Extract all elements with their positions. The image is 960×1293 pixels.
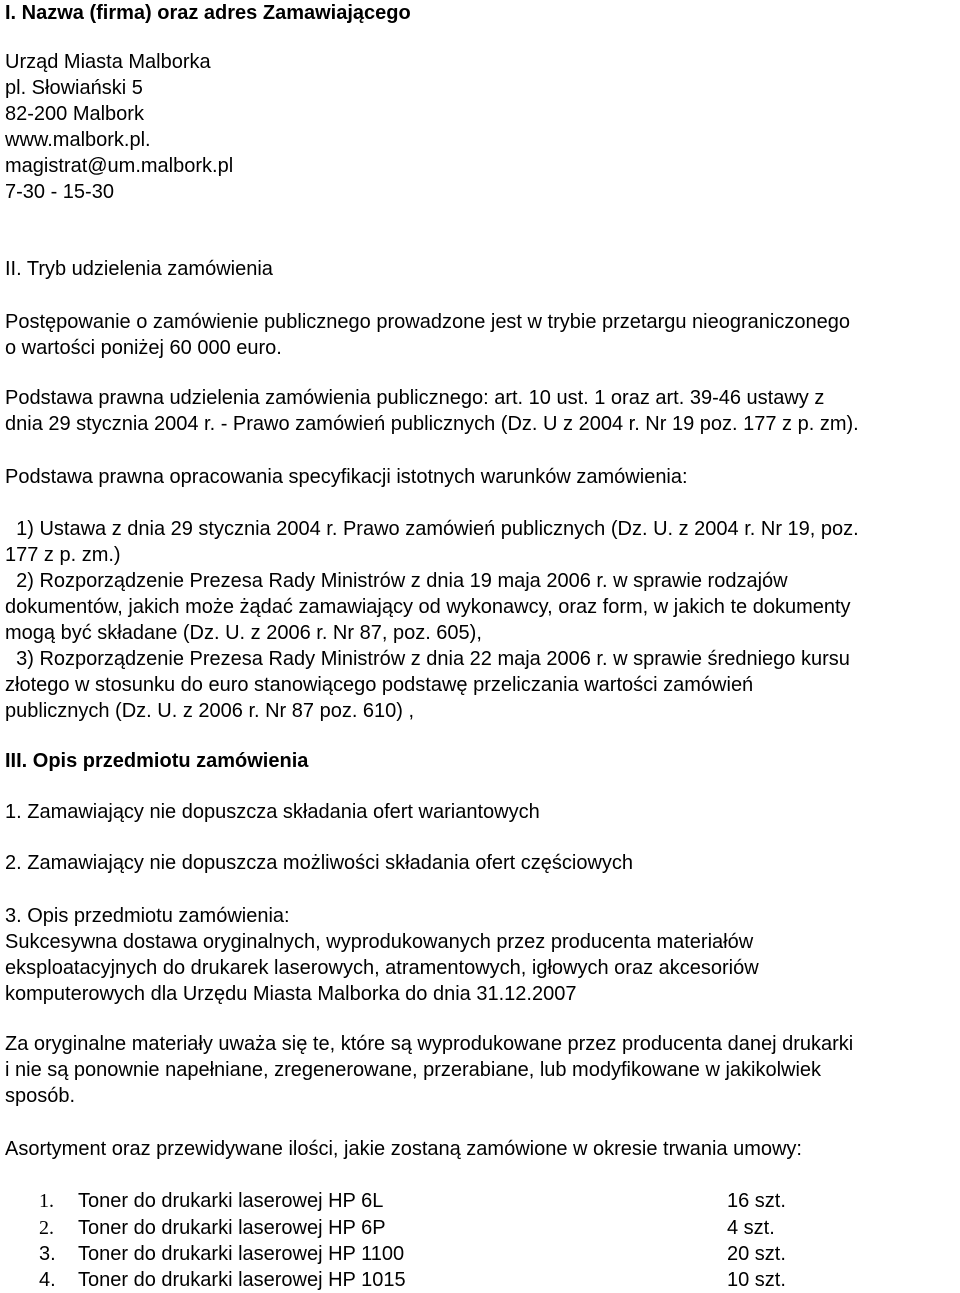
address-line-street: pl. Słowiański 5 [5,77,143,99]
item-number: 4. [39,1269,56,1291]
item-name: Toner do drukarki laserowej HP 6P [78,1217,386,1239]
section-3-heading: III. Opis przedmiotu zamówienia [5,750,309,772]
legal-basis-item-1: 1) Ustawa z dnia 29 stycznia 2004 r. Prawo zamówień publicznych (Dz. U. z 2004 r. Nr 19, poz. [5,518,859,540]
address-line-email[interactable]: magistrat@um.malbork.pl [5,155,234,177]
section-2-line: Postępowanie o zamówienie publicznego prowadzone jest w trybie przetargu nieograniczonego [5,311,850,333]
description-line: Sukcesywna dostawa oryginalnych, wyprodukowanych przez producenta materiałów [5,931,754,953]
legal-basis-item-1-cont: 177 z p. zm.) [5,544,121,566]
legal-basis-item-2-cont: dokumentów, jakich może żądać zamawiający od wykonawcy, oraz form, w jakich te dokumenty [5,596,851,618]
section-2-line: Podstawa prawna opracowania specyfikacji istotnych warunków zamówienia: [5,466,688,488]
item-number: 3. [39,1243,56,1265]
legal-basis-item-3-cont: publicznych (Dz. U. z 2006 r. Nr 87 poz. 610) , [5,700,415,722]
section-3-point-2: 2. Zamawiający nie dopuszcza możliwości składania ofert częściowych [5,852,634,874]
originals-line: i nie są ponownie napełniane, zregenerowane, przerabiane, lub modyfikowane w jakikolwiek [5,1059,822,1081]
item-quantity: 16 szt. [727,1190,786,1212]
item-number: 2. [39,1217,54,1239]
item-quantity: 4 szt. [727,1217,775,1239]
item-name: Toner do drukarki laserowej HP 1015 [78,1269,406,1291]
section-2-line: Podstawa prawna udzielenia zamówienia publicznego: art. 10 ust. 1 oraz art. 39-46 ustawy z [5,387,825,409]
item-quantity: 10 szt. [727,1269,786,1291]
section-1-heading: I. Nazwa (firma) oraz adres Zamawiającego [5,2,411,24]
address-line-hours: 7-30 - 15-30 [5,181,114,203]
legal-basis-item-2: 2) Rozporządzenie Prezesa Rady Ministrów z dnia 19 maja 2006 r. w sprawie rodzajów [5,570,788,592]
item-quantity: 20 szt. [727,1243,786,1265]
address-line-name: Urząd Miasta Malborka [5,51,211,73]
address-line-website[interactable]: www.malbork.pl. [5,129,151,151]
legal-basis-item-3-cont: złotego w stosunku do euro stanowiącego podstawę przeliczania wartości zamówień [5,674,754,696]
item-number: 1. [39,1190,54,1212]
section-2-heading: II. Tryb udzielenia zamówienia [5,258,273,280]
address-line-postal: 82-200 Malbork [5,103,144,125]
description-line: komputerowych dla Urzędu Miasta Malborka do dnia 31.12.2007 [5,983,577,1005]
legal-basis-item-2-cont: mogą być składane (Dz. U. z 2006 r. Nr 87, poz. 605), [5,622,482,644]
item-name: Toner do drukarki laserowej HP 1100 [78,1243,405,1265]
section-2-line: o wartości poniżej 60 000 euro. [5,337,282,359]
item-name: Toner do drukarki laserowej HP 6L [78,1190,384,1212]
assortment-intro: Asortyment oraz przewidywane ilości, jakie zostaną zamówione w okresie trwania umowy: [5,1138,802,1160]
originals-line: Za oryginalne materiały uważa się te, które są wyprodukowane przez producenta danej drukarki [5,1033,854,1055]
section-3-point-3: 3. Opis przedmiotu zamówienia: [5,905,290,927]
description-line: eksploatacyjnych do drukarek laserowych, atramentowych, igłowych oraz akcesoriów [5,957,759,979]
legal-basis-item-3: 3) Rozporządzenie Prezesa Rady Ministrów z dnia 22 maja 2006 r. w sprawie średniego kursu [5,648,850,670]
originals-line: sposób. [5,1085,76,1107]
section-3-point-1: 1. Zamawiający nie dopuszcza składania ofert wariantowych [5,801,540,823]
section-2-line: dnia 29 stycznia 2004 r. - Prawo zamówień publicznych (Dz. U z 2004 r. Nr 19 poz. 177 z p. zm). [5,413,859,435]
